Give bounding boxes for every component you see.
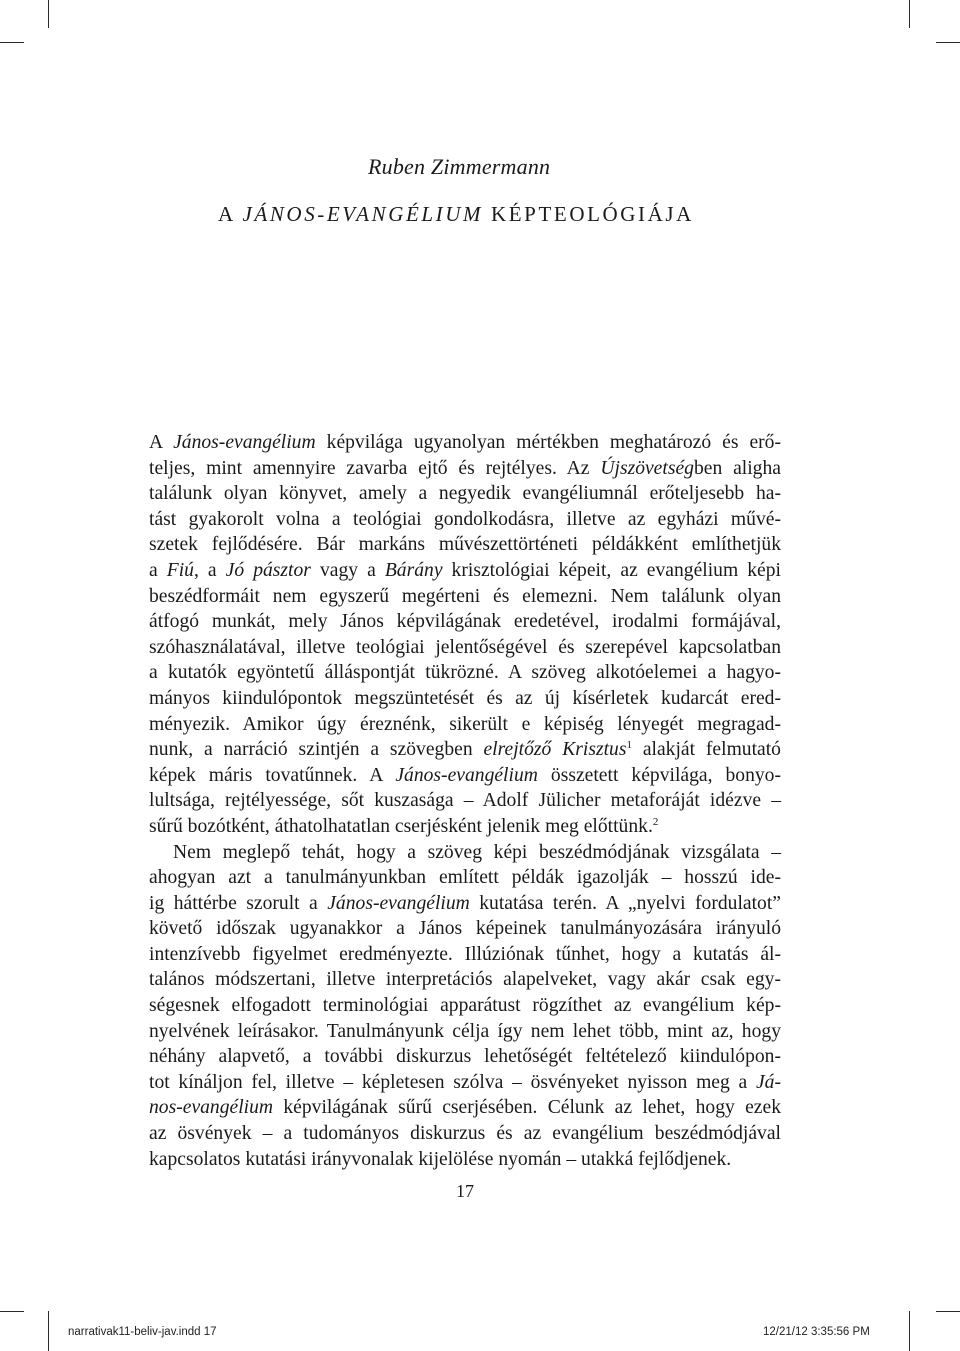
chapter-title-italic: JÁNOS-EVANGÉLIUM bbox=[242, 202, 484, 226]
text-line bbox=[149, 916, 781, 942]
text-line bbox=[149, 1044, 781, 1070]
text-line bbox=[149, 532, 781, 558]
italic-span: János-evangélium bbox=[395, 764, 538, 786]
italic-span: Újszövetség bbox=[600, 457, 694, 479]
text-line bbox=[149, 481, 781, 507]
text-span: talános módszertani, illetve interpretációs alapelveket, vagy akár csak egy- bbox=[149, 969, 781, 991]
text-line bbox=[149, 584, 781, 610]
text-span: nyelvének leírásakor. Tanulmányunk célja így nem lehet több, mint az, hogy bbox=[149, 1020, 781, 1042]
text-span: ahogyan azt a tanulmányunkban említett példák igazolják – hosszú ide- bbox=[149, 867, 781, 889]
crop-mark-right-bottom bbox=[936, 1311, 960, 1312]
paragraph bbox=[149, 430, 781, 840]
text-span: tást gyakorolt volna a teológiai gondolkodásra, illetve az egyházi művé- bbox=[149, 508, 781, 530]
text-line bbox=[149, 737, 781, 763]
text-line bbox=[149, 609, 781, 635]
text-span: teljes, mint amennyire zavarba ejtő és rejtélyes. Az bbox=[149, 457, 601, 479]
italic-span: Bárány bbox=[384, 559, 443, 581]
italic-span: Fiú bbox=[166, 559, 194, 581]
text-span: beszédformáit nem egyszerű megérteni és elemezni. Nem találunk olyan bbox=[149, 585, 781, 607]
text-line bbox=[149, 507, 781, 533]
crop-mark-bottom-left bbox=[48, 1311, 49, 1351]
text-span: kapcsolatos kutatási irányvonalak kijelölése nyomán – utakká fejlődjenek. bbox=[149, 1148, 732, 1170]
italic-span: János-evangélium bbox=[173, 432, 316, 453]
text-span: vagy a bbox=[310, 559, 385, 581]
text-line bbox=[149, 456, 781, 482]
text-line bbox=[149, 763, 781, 789]
text-span: Nem meglepő tehát, hogy a szöveg képi beszédmódjának vizsgálata – bbox=[173, 841, 781, 863]
author-name: Ruben Zimmermann bbox=[368, 154, 551, 179]
italic-span: elrejtőző Krisztus bbox=[483, 739, 627, 761]
body-text bbox=[149, 430, 781, 1172]
text-span: szetek fejlődésére. Bár markáns művészettörténeti példákként említhetjük bbox=[149, 534, 781, 556]
text-span: ségesnek elfogadott terminológiai apparátust rögzíthet az evangélium kép- bbox=[149, 995, 781, 1017]
text-span: lultsága, rejtélyessége, sőt kuszasága – Adolf Jülicher metaforáját idézve – bbox=[149, 790, 781, 812]
text-span: krisztológiai képeit, az evangélium képi bbox=[442, 559, 781, 581]
chapter-title bbox=[218, 202, 694, 227]
text-line bbox=[149, 993, 781, 1019]
text-line bbox=[149, 788, 781, 814]
text-span: szóhasználatával, illetve teológiai jelentőségével és szerepével kapcsolatban bbox=[149, 636, 781, 658]
text-line bbox=[149, 1147, 781, 1173]
text-span: kutatása terén. A „nyelvi fordulatot” bbox=[469, 892, 781, 914]
crop-mark-bottom-right bbox=[909, 1311, 910, 1351]
slug-filename: narrativak11-beliv-jav.indd 17 bbox=[68, 1326, 217, 1338]
chapter-title-prefix: A bbox=[218, 202, 243, 226]
slug-timestamp: 12/21/12 3:35:56 PM bbox=[763, 1326, 870, 1338]
text-line bbox=[149, 942, 781, 968]
text-span: követő időszak ugyanakkor a János képeinek tanulmányozására irányuló bbox=[149, 918, 781, 940]
paragraph bbox=[149, 840, 781, 1173]
text-span: a bbox=[149, 559, 167, 581]
text-line bbox=[149, 891, 781, 917]
text-span: A bbox=[149, 432, 174, 453]
text-line bbox=[149, 430, 781, 456]
text-line bbox=[149, 840, 781, 866]
italic-span: Jó pásztor bbox=[225, 559, 311, 581]
crop-mark-top-right bbox=[909, 0, 910, 28]
text-line bbox=[149, 686, 781, 712]
text-span: ig háttérbe szorult a bbox=[149, 892, 328, 914]
text-span: néhány alapvető, a további diskurzus lehetőségét feltételező kiindulópon- bbox=[149, 1046, 781, 1068]
text-span: , a bbox=[193, 559, 226, 581]
text-line bbox=[149, 660, 781, 686]
text-span: az ösvények – a tudományos diskurzus és az evangélium beszédmódjával bbox=[149, 1123, 781, 1145]
italic-span: nos-evangélium bbox=[149, 1097, 274, 1119]
text-span: átfogó munkát, mely János képvilágának eredetével, irodalmi formájával, bbox=[149, 611, 781, 633]
text-span: képek máris tovatűnnek. A bbox=[149, 764, 396, 786]
text-line bbox=[149, 814, 781, 840]
text-span: intenzívebb figyelmet eredményezte. Illúziónak tűnhet, hogy a kutatás ál- bbox=[149, 943, 781, 965]
text-span: mányos kiindulópontok megszüntetését és az új kísérletek kudarcát ered- bbox=[149, 687, 781, 709]
text-span: nunk, a narráció szintjén a szövegben bbox=[149, 739, 484, 761]
crop-mark-left-top bbox=[0, 42, 24, 43]
footnote-ref: 2 bbox=[652, 815, 659, 828]
text-line bbox=[149, 1095, 781, 1121]
text-line bbox=[149, 1019, 781, 1045]
crop-mark-top-left bbox=[48, 0, 49, 28]
text-span: összetett képvilága, bonyo- bbox=[537, 764, 781, 786]
crop-mark-right-top bbox=[936, 42, 960, 43]
text-span: találunk olyan könyvet, amely a negyedik evangéliumnál erőteljesebb ha- bbox=[149, 483, 781, 505]
text-line bbox=[149, 635, 781, 661]
text-span: képvilága ugyanolyan mértékben meghatározó és erő- bbox=[315, 432, 781, 453]
text-span: alakját felmutató bbox=[631, 739, 781, 761]
crop-mark-left-bottom bbox=[0, 1311, 24, 1312]
text-span: képvilágának sűrű cserjésében. Célunk az lehet, hogy ezek bbox=[273, 1097, 781, 1119]
text-line bbox=[149, 967, 781, 993]
italic-span: Já- bbox=[755, 1071, 781, 1093]
text-line bbox=[149, 865, 781, 891]
italic-span: János-evangélium bbox=[327, 892, 470, 914]
text-line bbox=[149, 712, 781, 738]
text-span: ben aligha bbox=[693, 457, 781, 479]
text-span: ményezik. Amikor úgy éreznénk, sikerült e képiség lényegét megragad- bbox=[149, 713, 781, 735]
text-span: sűrű bozótként, áthatolhatatlan cserjésként jelenik meg előttünk. bbox=[149, 815, 653, 837]
page-number: 17 bbox=[456, 1181, 474, 1201]
text-span: a kutatók egyöntetű álláspontját tükrözné. A szöveg alkotóelemei a hagyo- bbox=[149, 662, 781, 684]
footnote-ref: 1 bbox=[626, 739, 632, 752]
text-line bbox=[149, 1070, 781, 1096]
text-line bbox=[149, 1121, 781, 1147]
chapter-title-suffix: KÉPTEOLÓGIÁJA bbox=[483, 202, 694, 226]
text-span: tot kínáljon fel, illetve – képletesen szólva – ösvényeket nyisson meg a bbox=[149, 1071, 756, 1093]
text-line bbox=[149, 558, 781, 584]
